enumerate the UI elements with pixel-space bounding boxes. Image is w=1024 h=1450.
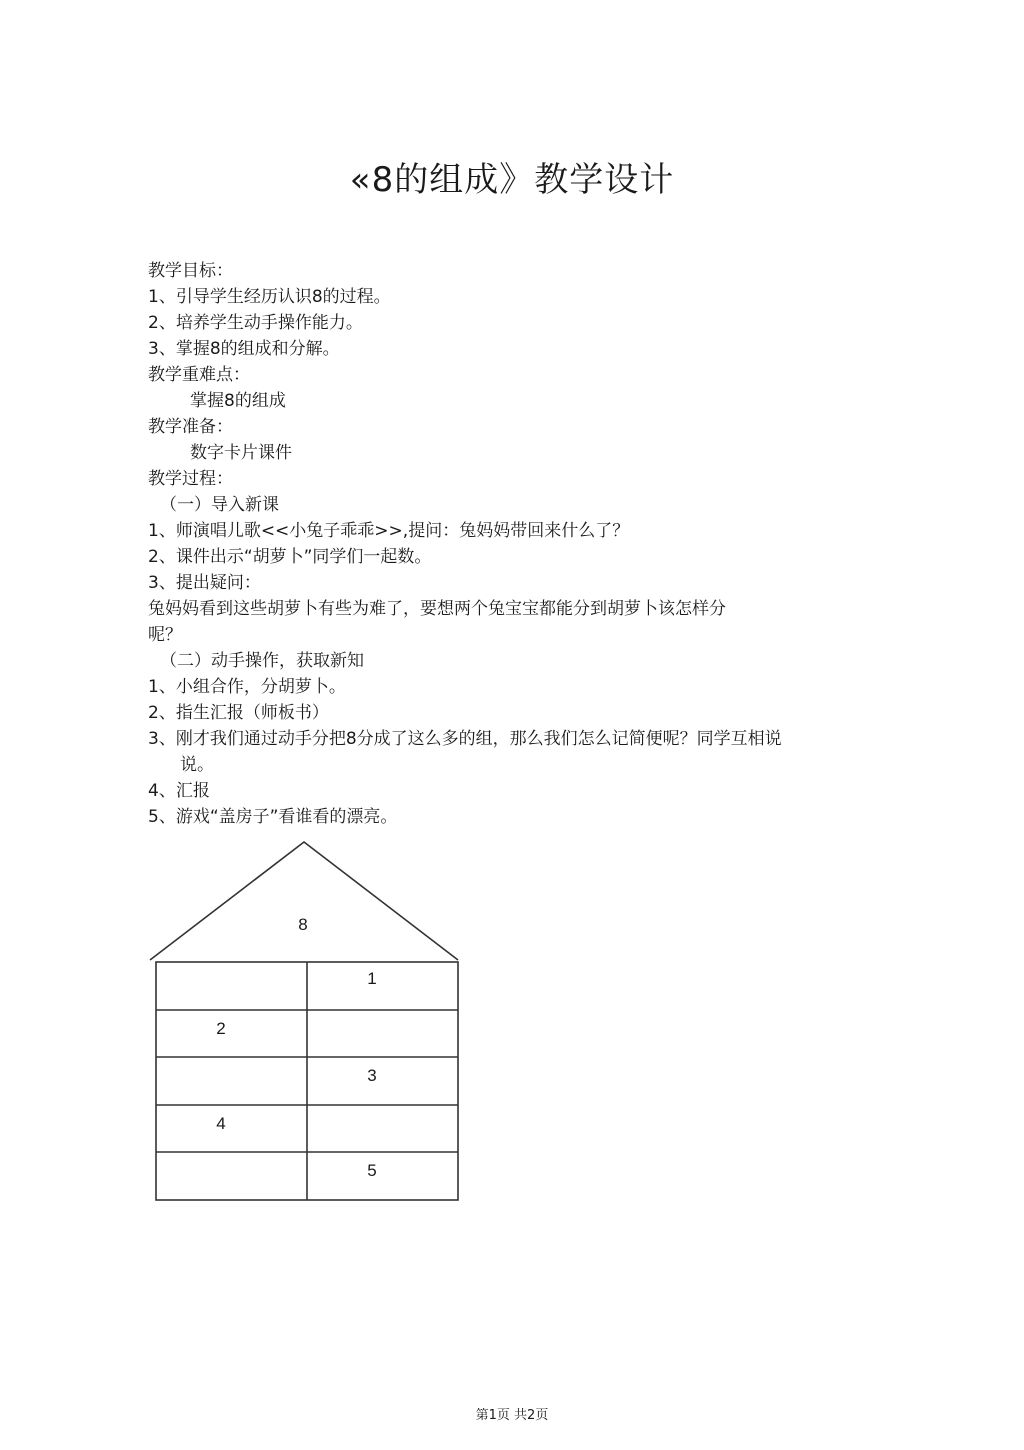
intro-step-3: 3、提出疑问： [148,573,261,593]
page-footer: 第1页 共2页 [475,1408,549,1423]
objective-1: 1、引导学生经历认识8的过程。 [148,287,391,307]
preparation-text: 数字卡片课件 [190,443,292,463]
house-cell-row3-right: 3 [367,1066,377,1085]
intro-paragraph-continued: 呢？ [148,625,182,645]
intro-step-1: 1、师演唱儿歌<<小兔子乖乖>>,提问：兔妈妈带回来什么了？ [148,521,630,541]
hands-on-step-3: 3、刚才我们通过动手分把8分成了这么多的组，那么我们怎么记简便呢？同学互相说 [148,729,782,749]
section-heading-key-points: 教学重难点： [148,365,250,385]
roof-number: 8 [298,915,308,934]
hands-on-step-1: 1、小组合作，分胡萝卜。 [148,677,346,697]
hands-on-step-2: 2、指生汇报（师板书） [148,703,329,723]
house-cell-row1-right: 1 [367,969,377,988]
section-heading-objectives: 教学目标： [148,261,233,281]
house-roof [150,842,458,960]
house-cell-row4-left: 4 [216,1114,226,1133]
key-point-text: 掌握8的组成 [190,391,286,411]
hands-on-step-3-continued: 说。 [180,755,214,775]
subsection-heading-intro: （一）导入新课 [160,495,279,515]
objective-2: 2、培养学生动手操作能力。 [148,313,363,333]
hands-on-step-5: 5、游戏“盖房子”看谁看的漂亮。 [148,807,398,827]
house-cell-row2-left: 2 [216,1019,226,1038]
section-heading-preparation: 教学准备： [148,417,233,437]
page-title: «8的组成》教学设计 [349,160,675,200]
house-cell-row5-right: 5 [367,1161,377,1180]
intro-paragraph: 兔妈妈看到这些胡萝卜有些为难了，要想两个兔宝宝都能分到胡萝卜该怎样分 [148,599,726,619]
intro-step-2: 2、课件出示“胡萝卜”同学们一起数。 [148,547,432,567]
section-heading-process: 教学过程： [148,469,233,489]
subsection-heading-hands-on: （二）动手操作，获取新知 [160,651,364,671]
hands-on-step-4: 4、汇报 [148,781,210,801]
objective-3: 3、掌握8的组成和分解。 [148,339,340,359]
